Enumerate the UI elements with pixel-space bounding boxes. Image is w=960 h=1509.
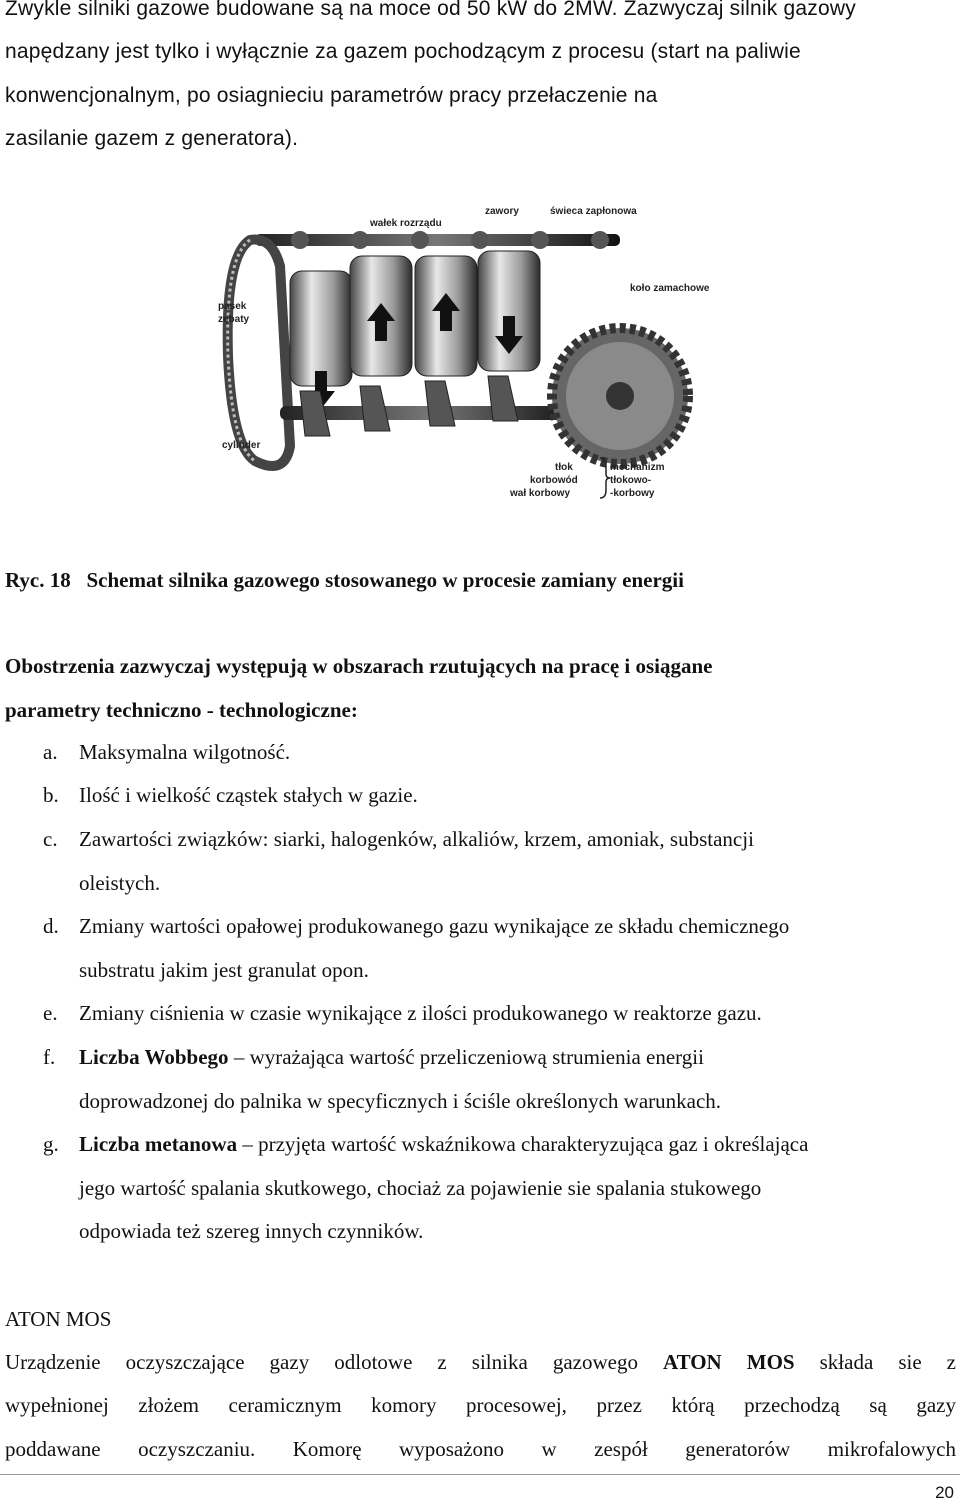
list-item-continuation: oleistych. [79, 871, 161, 895]
label-cylinder: cylinder [222, 440, 261, 451]
engine-diagram [210, 196, 748, 508]
section-heading-line-1: Obostrzenia zazwyczaj występują w obszarach rzutujących na pracę i osiągane [5, 654, 713, 678]
aton-paragraph-line-3: poddawane oczyszczaniu. Komorę wyposażono w zespół generatorów mikrofalowych [5, 1437, 956, 1461]
list-item-continuation: doprowadzonej do palnika w specyficznych i ściśle określonych warunkach. [79, 1089, 722, 1113]
list-item: a. Maksymalna wilgotność. [43, 740, 291, 764]
label-camshaft: wałek rozrządu [370, 218, 442, 229]
list-item: e. Zmiany ciśnienia w czasie wynikające z ilości produkowanego w reaktorze gazu. [43, 1001, 762, 1025]
list-item: f. Liczba Wobbego – wyrażająca wartość przeliczeniową strumienia energii [43, 1045, 704, 1069]
list-item-continuation: jego wartość spalania skutkowego, chociaż za pojawienie sie spalania stukowego [79, 1176, 762, 1200]
label-spark-plug: świeca zapłonowa [550, 206, 637, 217]
label-valves: zawory [485, 206, 519, 217]
page-number: 20 [935, 1483, 954, 1502]
caption-text: Schemat silnika gazowego stosowanego w procesie zamiany energii [86, 568, 684, 592]
intro-line-3: konwencjonalnym, po osiagnieciu parametrów pracy przełaczenie na [5, 84, 658, 107]
label-flywheel: koło zamachowe [630, 283, 710, 294]
section-heading-line-2: parametry techniczno - technologiczne: [5, 698, 358, 722]
label-belt-2: zębaty [218, 314, 250, 325]
list-item: d. Zmiany wartości opałowej produkowanego gazu wynikające ze składu chemicznego [43, 914, 790, 938]
label-belt-1: pasek [218, 301, 247, 312]
footer-rule [0, 1474, 960, 1475]
intro-line-1: Zwykle silniki gazowe budowane są na moce od 50 kW do 2MW. Zazwyczaj silnik gazowy [5, 0, 856, 20]
label-mechanism-3: -korbowy [610, 488, 655, 499]
list-item: c. Zawartości związków: siarki, halogenków, alkaliów, krzem, amoniak, substancji [43, 827, 754, 851]
label-crankshaft: wał korbowy [510, 488, 571, 499]
aton-heading: ATON MOS [5, 1307, 112, 1331]
intro-line-4: zasilanie gazem z generatora). [5, 127, 299, 150]
aton-paragraph-line-1: Urządzenie oczyszczające gazy odlotowe z silnika gazowego ATON MOS składa sie z [5, 1350, 956, 1374]
cylinders [290, 251, 540, 386]
list-item-continuation: odpowiada też szereg innych czynników. [79, 1219, 424, 1243]
aton-paragraph-line-2: wypełnionej złożem ceramicznym komory procesowej, przez którą przechodzą są gazy [5, 1393, 956, 1417]
label-mechanism-2: tłokowo- [610, 475, 652, 486]
label-mechanism-1: mechanizm [610, 462, 665, 473]
label-piston: tłok [555, 462, 573, 473]
caption-prefix: Ryc. 18 [5, 568, 71, 592]
intro-line-2: napędzany jest tylko i wyłącznie za gazem pochodzącym z procesu (start na paliwie [5, 40, 801, 63]
list-item-continuation: substratu jakim jest granulat opon. [79, 958, 369, 982]
list-item: b. Ilość i wielkość cząstek stałych w gazie. [43, 783, 418, 807]
figure-caption [5, 565, 684, 595]
label-rod: korbowód [530, 475, 578, 486]
list-item: g. Liczba metanowa – przyjęta wartość wskaźnikowa charakteryzująca gaz i określająca [43, 1132, 809, 1156]
